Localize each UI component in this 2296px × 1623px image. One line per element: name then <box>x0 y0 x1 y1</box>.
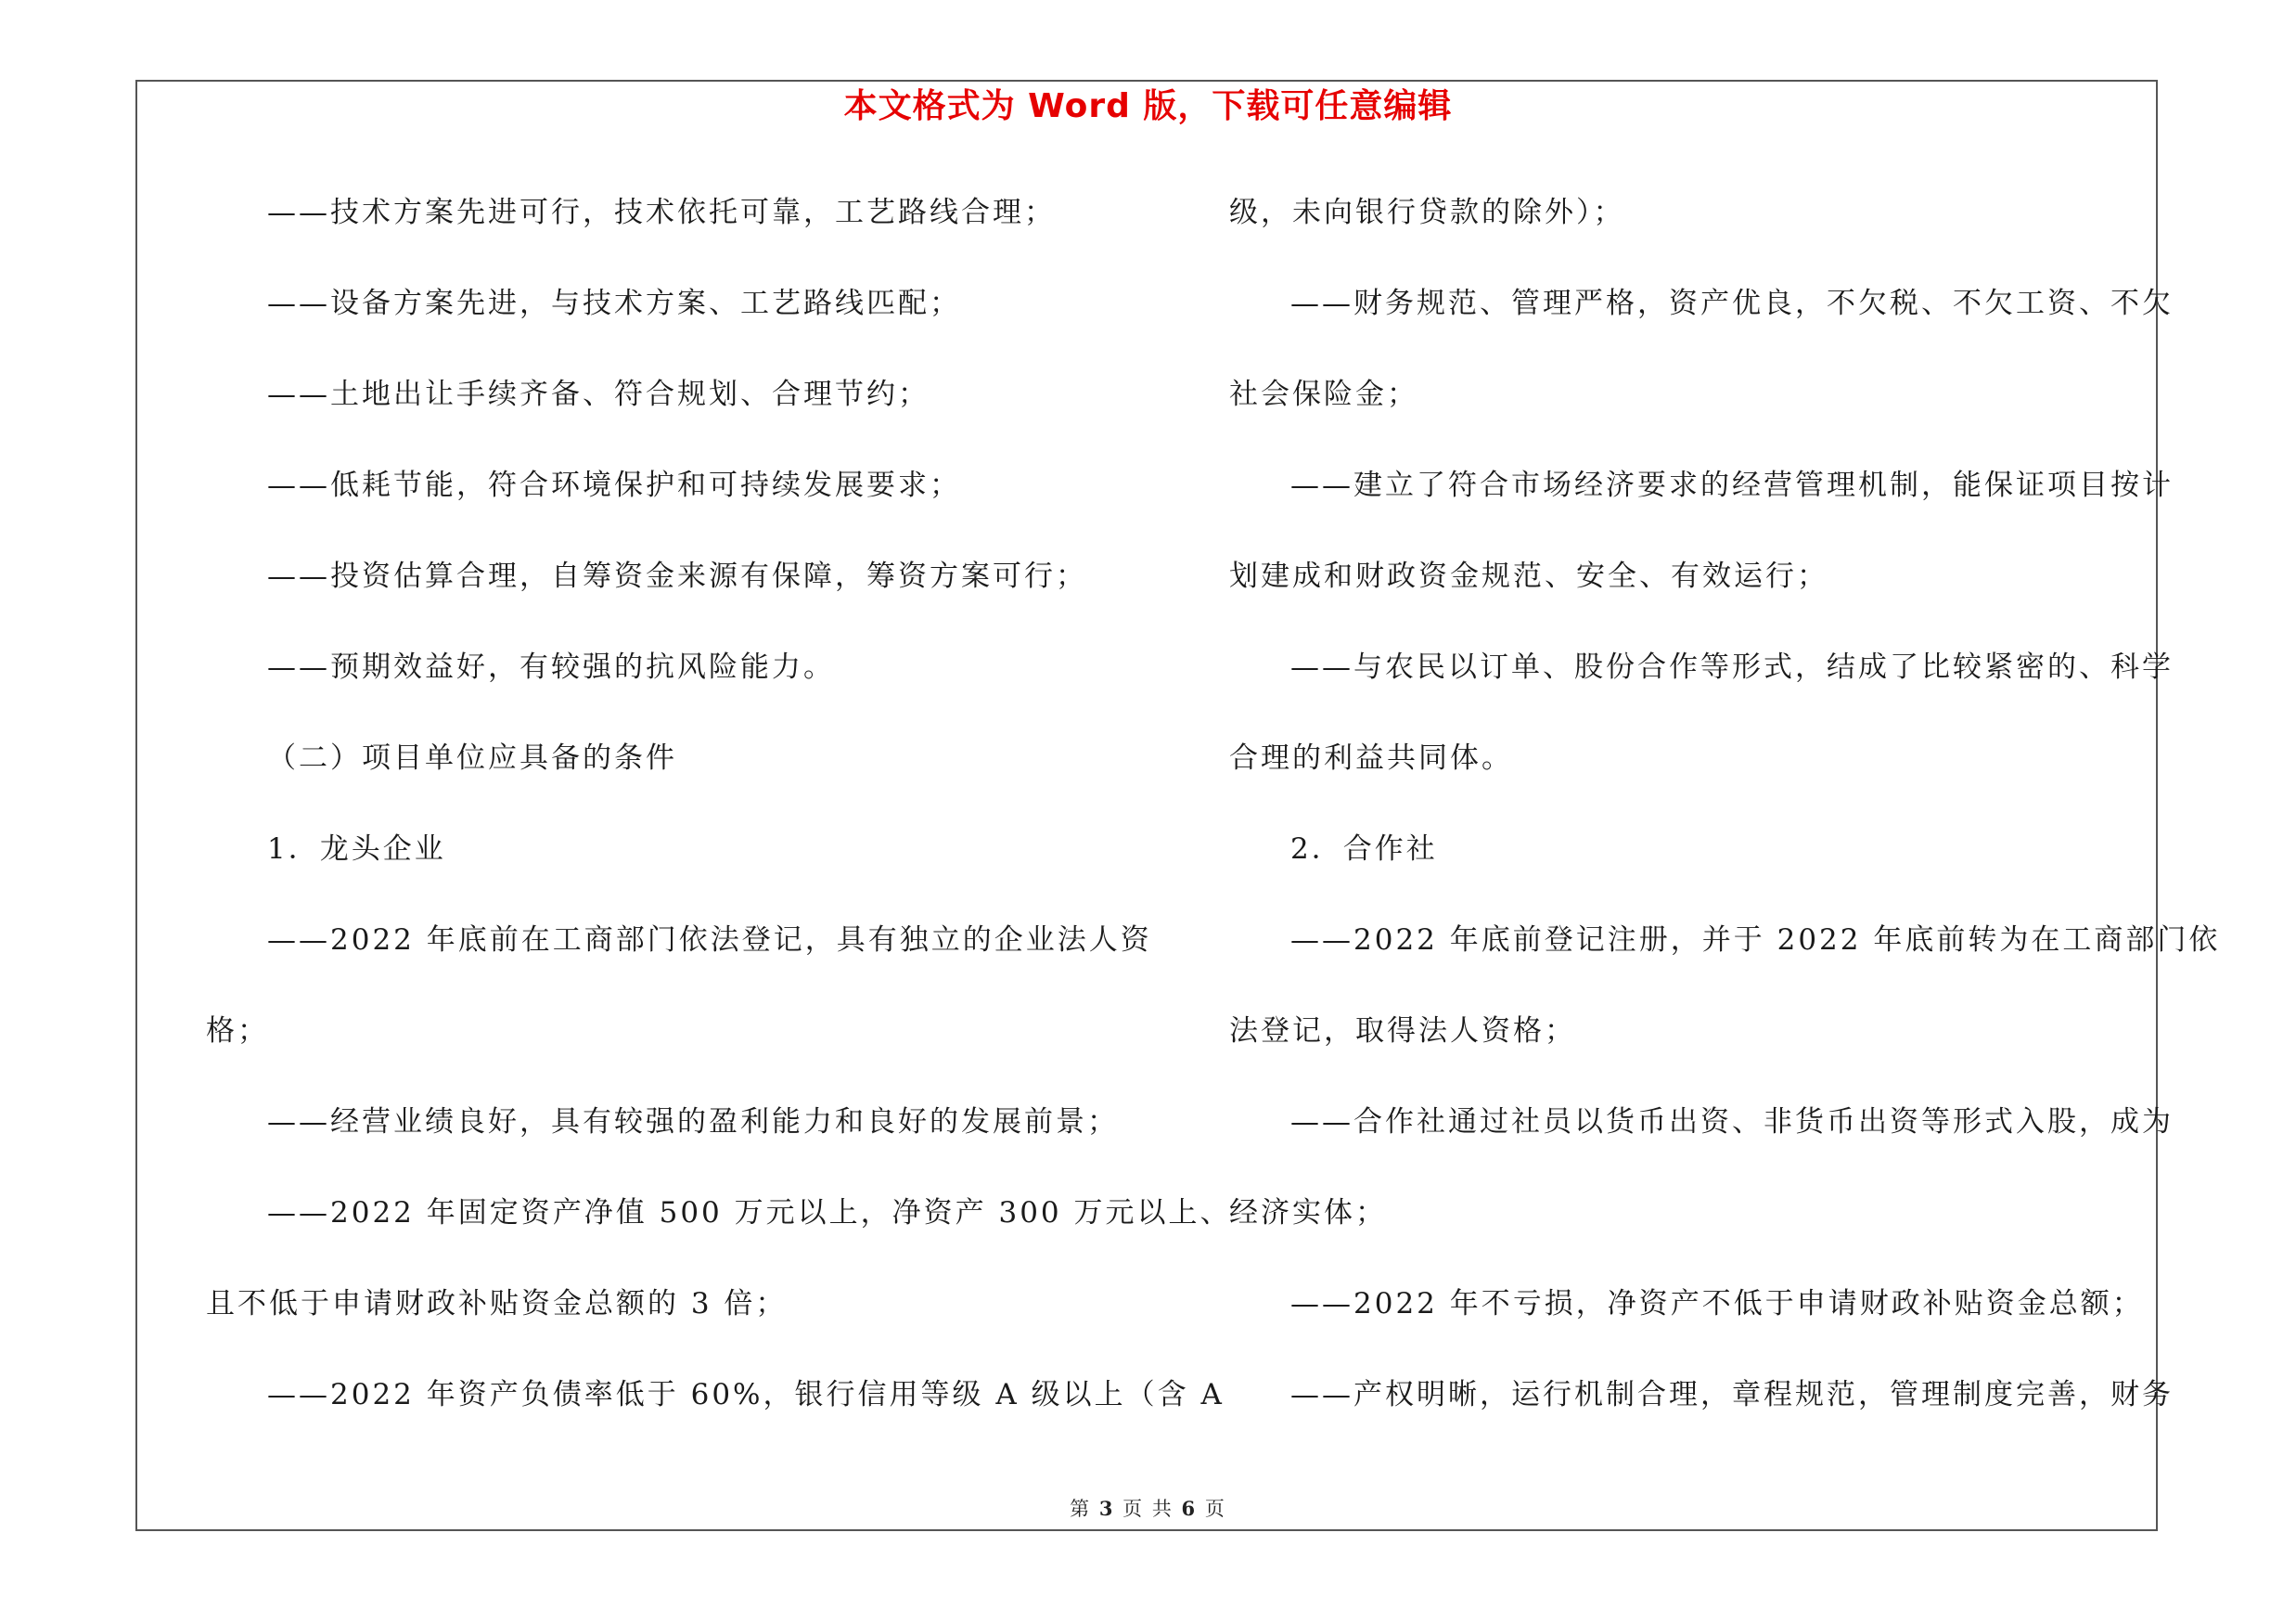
paragraph-line: ——财务规范、管理严格，资产优良，不欠税、不欠工资、不欠 <box>1290 287 2174 320</box>
paragraph-line: ——建立了符合市场经济要求的经营管理机制，能保证项目按计 <box>1290 469 2174 502</box>
right-text-column <box>1229 189 2221 1462</box>
paragraph-line: ——低耗节能，符合环境保护和可持续发展要求； <box>267 469 961 502</box>
paragraph-line: ——技术方案先进可行，技术依托可靠，工艺路线合理； <box>267 196 1056 229</box>
paragraph-line: 级，未向银行贷款的除外）； <box>1229 196 1625 229</box>
paragraph-line: 2．合作社 <box>1290 832 1438 866</box>
paragraph-line: ——预期效益好，有较强的抗风险能力。 <box>267 650 835 684</box>
footer-middle: 页 共 <box>1122 1498 1174 1520</box>
paragraph-line: 社会保险金； <box>1229 378 1418 411</box>
paragraph-line: 法登记，取得法人资格； <box>1229 1014 1576 1048</box>
document-banner: 本文格式为 Word 版，下载可任意编辑 <box>843 87 1453 125</box>
paragraph-line: ——与农民以订单、股份合作等形式，结成了比较紧密的、科学 <box>1290 650 2174 684</box>
paragraph-line: ——土地出让手续齐备、符合规划、合理节约； <box>267 378 930 411</box>
paragraph-line: ——投资估算合理，自筹资金来源有保障，筹资方案可行； <box>267 560 1087 593</box>
paragraph-line: ——2022 年资产负债率低于 60%，银行信用等级 A 级以上（含 A <box>267 1378 1225 1411</box>
paragraph-line: ——合作社通过社员以货币出资、非货币出资等形式入股，成为 <box>1290 1105 2174 1139</box>
paragraph-line: 合理的利益共同体。 <box>1229 741 1513 775</box>
paragraph-line: ——2022 年底前登记注册，并于 2022 年底前转为在工商部门依 <box>1290 923 2221 957</box>
paragraph-line: ——产权明晰，运行机制合理，章程规范，管理制度完善，财务 <box>1290 1378 2174 1411</box>
paragraph-line: ——2022 年固定资产净值 500 万元以上，净资产 300 万元以上、 <box>267 1196 1232 1230</box>
paragraph-line: （二）项目单位应具备的条件 <box>267 741 677 775</box>
paragraph-line: 经济实体； <box>1229 1196 1387 1230</box>
left-text-column <box>206 189 1232 1462</box>
page-footer <box>0 1494 2296 1522</box>
footer-suffix: 页 <box>1204 1498 1226 1520</box>
footer-prefix: 第 <box>1070 1498 1092 1520</box>
paragraph-line: 格； <box>206 1014 269 1048</box>
paragraph-line: ——设备方案先进，与技术方案、工艺路线匹配； <box>267 287 961 320</box>
paragraph-line: ——2022 年不亏损，净资产不低于申请财政补贴资金总额； <box>1290 1287 2144 1320</box>
paragraph-line: ——经营业绩良好，具有较强的盈利能力和良好的发展前景； <box>267 1105 1119 1139</box>
footer-current-page: 3 <box>1098 1497 1115 1520</box>
paragraph-line: 且不低于申请财政补贴资金总额的 3 倍； <box>206 1287 788 1320</box>
footer-total-pages: 6 <box>1181 1497 1198 1520</box>
paragraph-line: 1．龙头企业 <box>267 832 446 866</box>
paragraph-line: ——2022 年底前在工商部门依法登记，具有独立的企业法人资 <box>267 923 1152 957</box>
paragraph-line: 划建成和财政资金规范、安全、有效运行； <box>1229 560 1828 593</box>
